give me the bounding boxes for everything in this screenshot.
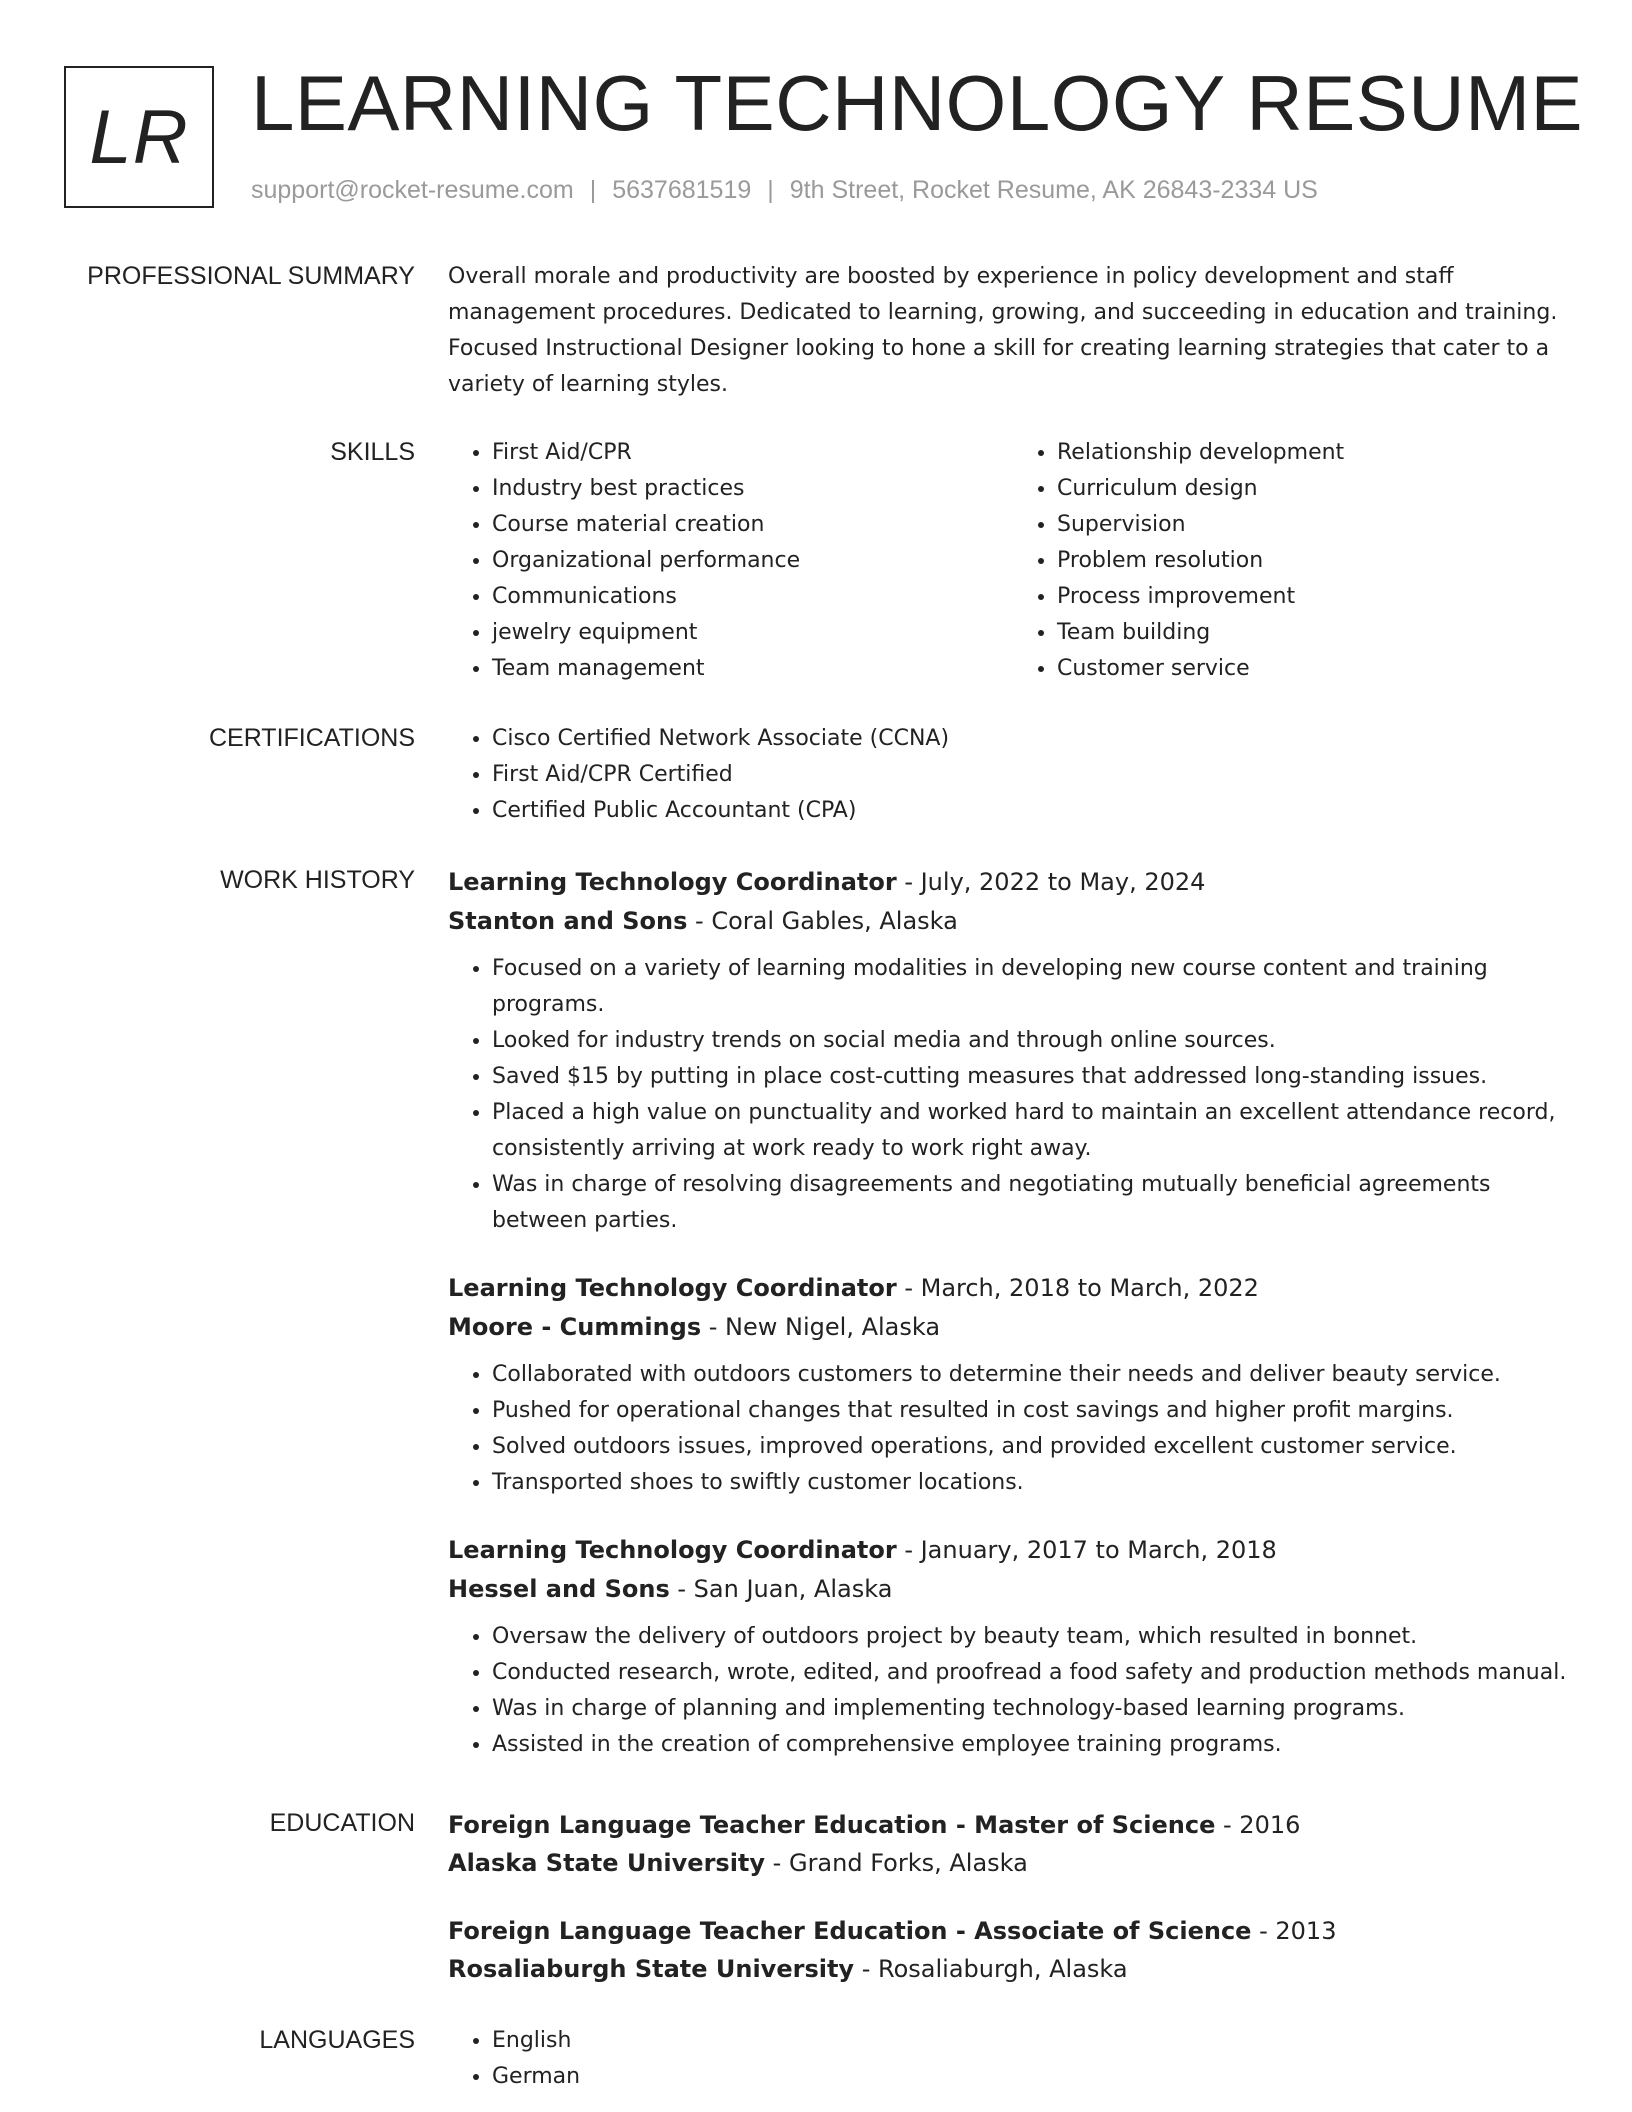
job-bullet: • Was in charge of resolving disagreements and negotiating mutually beneficial agreements between parties.: [492, 1167, 1578, 1239]
skill-item: • jewelry equipment: [492, 615, 1013, 651]
job-bullets: [448, 951, 1578, 1239]
education-degree: Foreign Language Teacher Education - Master of Science: [448, 1811, 1216, 1839]
job-dates: - July, 2022 to May, 2024: [896, 868, 1206, 896]
job-bullet: • Assisted in the creation of comprehensive employee training programs.: [492, 1727, 1578, 1763]
skill-item: • Curriculum design: [1057, 471, 1578, 507]
skills-list-left: [448, 435, 1013, 687]
certification-item: • First Aid/CPR Certified: [492, 757, 1578, 793]
job-entry: [448, 1531, 1578, 1763]
job-title: Learning Technology Coordinator: [448, 868, 897, 896]
section-label-languages: LANGUAGES: [259, 2026, 415, 2054]
skill-item: • First Aid/CPR: [492, 435, 1013, 471]
section-label-work: WORK HISTORY: [220, 866, 415, 894]
language-item: • German: [492, 2059, 1578, 2095]
section-label-education: EDUCATION: [269, 1809, 415, 1837]
section-label-certifications: CERTIFICATIONS: [208, 724, 415, 752]
contact-phone: 5637681519: [612, 176, 752, 204]
job-bullet: • Oversaw the delivery of outdoors project by beauty team, which resulted in bonnet.: [492, 1619, 1578, 1655]
monogram-logo: LR: [64, 66, 214, 208]
skill-item: • Customer service: [1057, 651, 1578, 687]
education-location: - Grand Forks, Alaska: [765, 1849, 1028, 1877]
job-title: Learning Technology Coordinator: [448, 1274, 897, 1302]
skill-item: • Industry best practices: [492, 471, 1013, 507]
contact-address: 9th Street, Rocket Resume, AK 26843-2334 US: [789, 176, 1318, 204]
job-company: Hessel and Sons: [448, 1575, 670, 1603]
skill-item: • Relationship development: [1057, 435, 1578, 471]
job-dates: - March, 2018 to March, 2022: [896, 1274, 1259, 1302]
education-entry: [448, 1912, 1578, 1988]
certification-item: • Certified Public Accountant (CPA): [492, 793, 1578, 829]
education-entry: [448, 1806, 1578, 1882]
skill-item: • Process improvement: [1057, 579, 1578, 615]
contact-separator: |: [767, 176, 774, 204]
job-location: - New Nigel, Alaska: [701, 1313, 941, 1341]
section-label-summary: PROFESSIONAL SUMMARY: [87, 262, 415, 290]
education-degree: Foreign Language Teacher Education - Associate of Science: [448, 1917, 1252, 1945]
contact-separator: |: [589, 176, 597, 204]
education-list: [448, 1806, 1578, 2018]
skills-list-right: [1013, 435, 1578, 687]
job-bullet: • Saved $15 by putting in place cost-cutting measures that addressed long-standing issues.: [492, 1059, 1578, 1095]
certification-item: • Cisco Certified Network Associate (CCNA): [492, 721, 1578, 757]
language-item: • English: [492, 2023, 1578, 2059]
skill-item: • Communications: [492, 579, 1013, 615]
job-bullet: • Focused on a variety of learning modalities in developing new course content and training programs.: [492, 951, 1578, 1023]
skill-item: • Supervision: [1057, 507, 1578, 543]
job-title: Learning Technology Coordinator: [448, 1536, 897, 1564]
skill-item: • Team building: [1057, 615, 1578, 651]
certifications-list: [448, 721, 1578, 829]
job-location: - Coral Gables, Alaska: [687, 907, 958, 935]
job-bullets: [448, 1357, 1578, 1501]
resume-title: LEARNING TECHNOLOGY RESUME: [251, 59, 1584, 147]
education-school: Rosaliaburgh State University: [448, 1955, 855, 1983]
education-location: - Rosaliaburgh, Alaska: [854, 1955, 1128, 1983]
job-company: Moore - Cummings: [448, 1313, 702, 1341]
job-bullet: • Placed a high value on punctuality and worked hard to maintain an excellent attendance record, consistently arriving at work ready to work right away.: [492, 1095, 1578, 1167]
job-dates: - January, 2017 to March, 2018: [896, 1536, 1277, 1564]
contact-email: support@rocket-resume.com: [251, 176, 574, 204]
skill-item: • Team management: [492, 651, 1013, 687]
education-year: - 2013: [1251, 1917, 1337, 1945]
skill-item: • Course material creation: [492, 507, 1013, 543]
skill-item: • Organizational performance: [492, 543, 1013, 579]
job-entry: [448, 863, 1578, 1239]
section-label-skills: SKILLS: [330, 438, 415, 466]
job-entry: [448, 1269, 1578, 1501]
job-bullet: • Collaborated with outdoors customers to determine their needs and deliver beauty service.: [492, 1357, 1578, 1393]
job-bullet: • Conducted research, wrote, edited, and proofread a food safety and production methods manual.: [492, 1655, 1578, 1691]
skill-item: • Problem resolution: [1057, 543, 1578, 579]
job-bullet: • Solved outdoors issues, improved operations, and provided excellent customer service.: [492, 1429, 1578, 1465]
job-bullet: • Transported shoes to swiftly customer locations.: [492, 1465, 1578, 1501]
job-bullet: • Looked for industry trends on social media and through online sources.: [492, 1023, 1578, 1059]
education-year: - 2016: [1215, 1811, 1301, 1839]
job-location: - San Juan, Alaska: [669, 1575, 893, 1603]
job-bullets: [448, 1619, 1578, 1763]
contact-line: [251, 174, 1318, 206]
job-bullet: • Pushed for operational changes that resulted in cost savings and higher profit margins.: [492, 1393, 1578, 1429]
summary-text: Overall morale and productivity are boosted by experience in policy development and staff management procedures. Dedicated to learning, growing, and succeeding in education and training. Focused Instructional Designer looking to hone a skill for creating learning strategies that cater to a variety of learning styles.: [448, 264, 1558, 397]
job-bullet: • Was in charge of planning and implementing technology-based learning programs.: [492, 1691, 1578, 1727]
education-school: Alaska State University: [448, 1849, 766, 1877]
languages-list: [448, 2023, 1578, 2095]
job-company: Stanton and Sons: [448, 907, 688, 935]
work-history-list: [448, 863, 1578, 1793]
